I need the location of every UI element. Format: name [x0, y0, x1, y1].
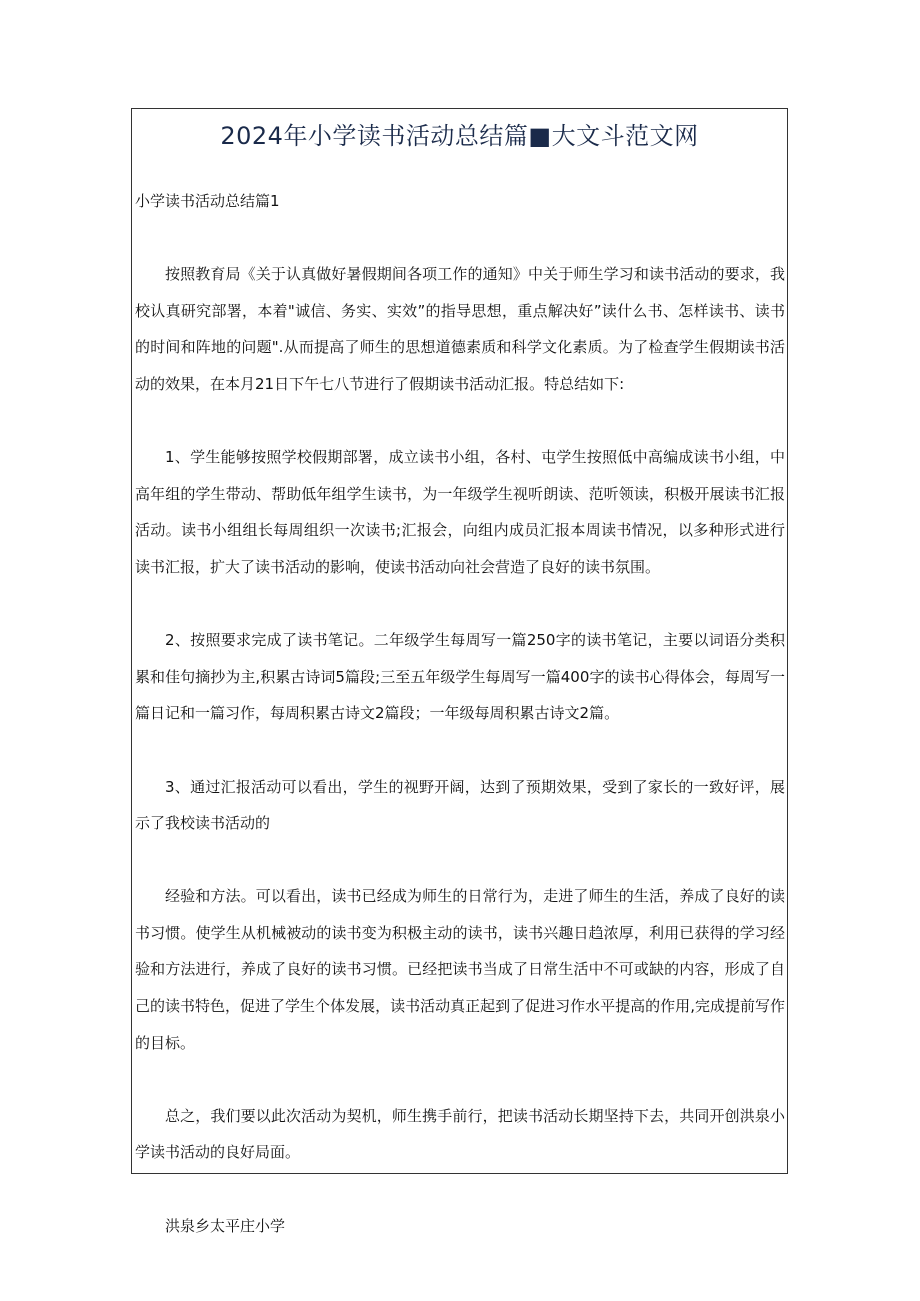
paragraph-experience: 经验和方法。可以看出，读书已经成为师生的日常行为，走进了师生的生活，养成了良好的读书习惯。使学生从机械被动的读书变为积极主动的读书，读书兴趣日趋浓厚，利用已获得的学习经验和方法进行，养成了良好的读书习惯。已经把读书当成了日常生活中不可或缺的内容，形成了自己的读书特色，促进了学生个体发展，读书活动真正起到了促进习作水平提高的作用,完成提前写作的目标。: [135, 887, 785, 1052]
signature: 洪泉乡太平庄小学: [165, 1216, 286, 1235]
paragraph-intro: 按照教育局《关于认真做好暑假期间各项工作的通知》中关于师生学习和读书活动的要求，我校认真研究部署，本着"诚信、务实、实效”的指导思想，重点解决好”读什么书、怎样读书、读书的时间和阵地的问题".从而提高了师生的思想道德素质和科学文化素质。为了检查学生假期读书活动的效果，在本月21日下午七八节进行了假期读书活动汇报。特总结如下:: [135, 265, 785, 393]
paragraph-point-3: 3、通过汇报活动可以看出，学生的视野开阔，达到了预期效果，受到了家长的一致好评，展示了我校读书活动的: [135, 777, 785, 833]
paragraph-point-2: 2、按照要求完成了读书笔记。二年级学生每周写一篇250字的读书笔记，主要以词语分类积累和佳句摘抄为主,积累古诗词5篇段;三至五年级学生每周写一篇400字的读书心得体会，每周写一篇日记和一篇习作，每周积累古诗文2篇段；一年级每周积累古诗文2篇。: [135, 631, 785, 723]
paragraph-conclusion: 总之，我们要以此次活动为契机，师生携手前行，把读书活动长期坚持下去，共同开创洪泉小学读书活动的良好局面。: [135, 1106, 785, 1162]
document-title: 2024年小学读书活动总结篇■大文斗范文网: [220, 122, 699, 150]
document-body: [135, 183, 785, 1244]
section-heading: 小学读书活动总结篇1: [135, 192, 280, 210]
paragraph-point-1: 1、学生能够按照学校假期部署，成立读书小组，各村、屯学生按照低中高编成读书小组，中高年组的学生带动、帮助低年组学生读书，为一年级学生视听朗读、范听领读，积极开展读书汇报活动。读书小组组长每周组织一次读书;汇报会，向组内成员汇报本周读书情况，以多种形式进行读书汇报，扩大了读书活动的影响，使读书活动向社会营造了良好的读书氛围。: [135, 448, 785, 576]
document-page: [131, 108, 788, 1235]
